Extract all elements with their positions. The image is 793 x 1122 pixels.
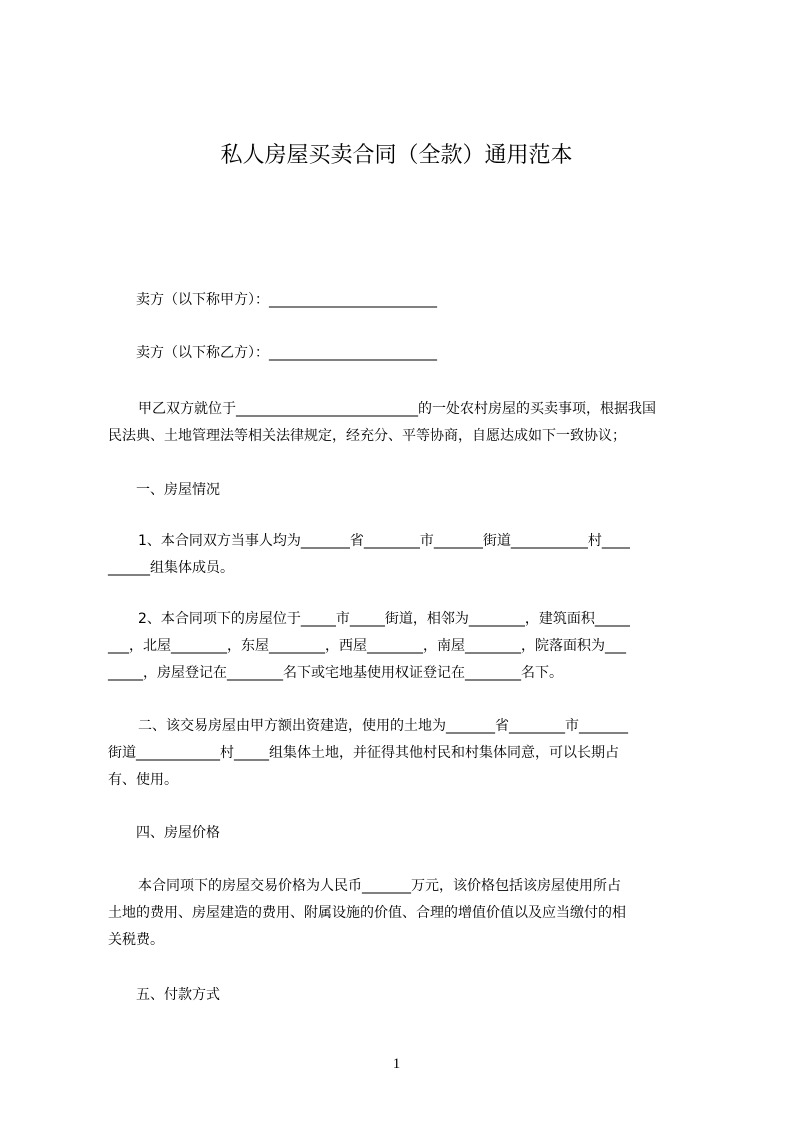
clause-2-line-2: ___，北屋________，东屋________，西屋________，南屋________，院落面积为___ (108, 638, 626, 654)
section-land-line-1: 二、该交易房屋由甲方额出资建造，使用的土地为_______省________市_______ (138, 718, 628, 734)
page-number: 1 (392, 1056, 401, 1072)
section-land-line-3: 有、使用。 (108, 772, 178, 788)
preamble-line-2: 民法典、土地管理法等相关法律规定，经充分、平等协商，自愿达成如下一致协议； (108, 428, 626, 444)
seller-party-b-line: 卖方（以下称乙方）：________________________ (136, 345, 437, 361)
document-title: 私人房屋买卖合同（全款）通用范本 (220, 143, 573, 168)
clause-2-line-1: 2、本合同项下的房屋位于_____市_____街道，相邻为________，建筑面积_____ (138, 611, 630, 627)
clause-1-line-2: ______组集体成员。 (108, 560, 234, 576)
price-clause-line-2: 土地的费用、房屋建造的费用、附属设施的价值、合理的增值价值以及应当缴付的相 (108, 905, 626, 921)
preamble-line-1: 甲乙双方就位于__________________________的一处农村房屋的买卖事项，根据我国 (138, 401, 656, 417)
section-payment-heading: 五、付款方式 (136, 987, 220, 1003)
clause-1-line-1: 1、本合同双方当事人均为_______省________市_______街道___________村____ (138, 533, 630, 549)
price-clause-line-1: 本合同项下的房屋交易价格为人民币_______万元，该价格包括该房屋使用所占 (138, 878, 621, 894)
section-price-heading: 四、房屋价格 (136, 825, 220, 841)
section-land-line-2: 街道____________村_____组集体土地，并征得其他村民和村集体同意，可以长期占 (108, 745, 619, 761)
section-house-status-heading: 一、房屋情况 (136, 482, 220, 498)
seller-party-a-line: 卖方（以下称甲方）：________________________ (136, 292, 437, 308)
clause-2-line-3: _____，房屋登记在________名下或宅地基使用权证登记在________名下。 (108, 665, 563, 681)
price-clause-line-3: 关税费。 (108, 932, 164, 948)
